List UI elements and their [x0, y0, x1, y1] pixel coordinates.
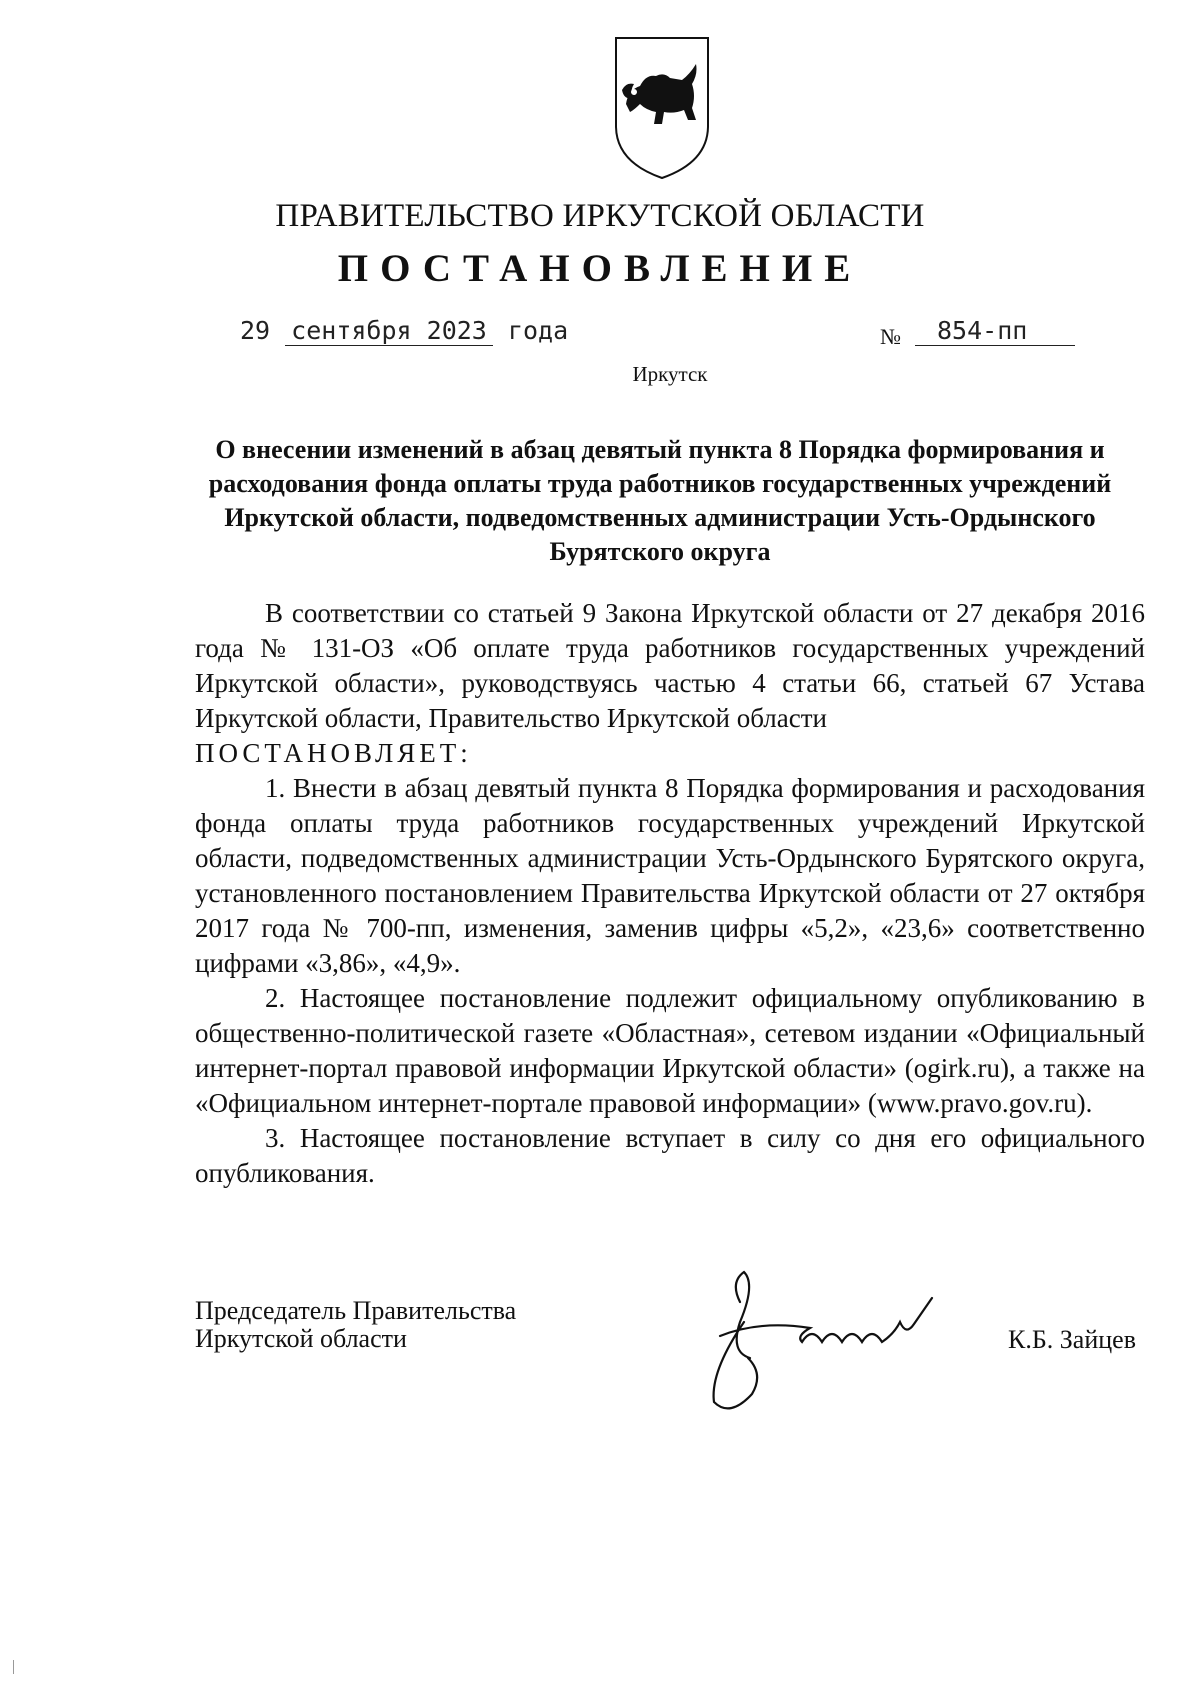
document-body [195, 596, 1145, 1191]
city: Иркутск [632, 362, 708, 386]
signatory-position [195, 1297, 516, 1353]
number-label: № [880, 324, 901, 349]
handwritten-signature [700, 1262, 960, 1422]
position-line-1: Председатель Правительства [195, 1296, 517, 1325]
scan-margin-mark [13, 1660, 14, 1674]
document-type: ПОСТАНОВЛЕНИЕ [337, 247, 863, 290]
document-date [240, 316, 568, 346]
document-number: 854-пп [915, 316, 1075, 346]
item-2-paragraph: 2. Настоящее постановление подлежит официальному опубликованию в общественно-политической газете «Областная», сетевом издании «Официальный интернет-портал правовой информации Иркутской области» (ogirk.ru), а также на «Официальном интернет-портале правовой информации» (www.pravo.gov.ru). [195, 983, 1145, 1118]
preamble-paragraph: В соответствии со статьей 9 Закона Иркутской области от 27 декабря 2016 года № 131-ОЗ «Об оплате труда работников государственных учреждений Иркутской области», руководствуясь частью 4 статьи 66, статьей 67 Устава Иркутской области, Правительство Иркутской области [195, 598, 1145, 733]
document-title: О внесении изменений в абзац девятый пункта 8 Порядка формирования и расходования фонда оплаты труда работников государственных учреждений Иркутской области, подведомственных администрации Усть-Ордынского Бурятского округа [208, 435, 1112, 566]
date-day: 29 [240, 316, 271, 345]
item-1-paragraph: 1. Внести в абзац девятый пункта 8 Порядка формирования и расходования фонда оплаты труда работников государственных учреждений Иркутской области, подведомственных администрации Усть-Ордынского Бурятского округа, установленного постановлением Правительства Иркутской области от 27 октября 2017 года № 700-пп, изменения, заменив цифры «5,2», «23,6» соответственно цифрами «3,86», «4,9». [195, 773, 1145, 978]
date-suffix: года [507, 316, 569, 345]
signatory-name: К.Б. Зайцев [1008, 1325, 1136, 1354]
date-month-year: сентября 2023 [285, 316, 493, 346]
item-3-paragraph: 3. Настоящее постановление вступает в силу со дня его официального опубликования. [195, 1123, 1145, 1188]
coat-of-arms-icon [612, 34, 712, 182]
government-name: ПРАВИТЕЛЬСТВО ИРКУТСКОЙ ОБЛАСТИ [275, 198, 925, 234]
position-line-2: Иркутской области [195, 1324, 407, 1353]
resolves-heading: ПОСТАНОВЛЯЕТ: [195, 738, 472, 768]
